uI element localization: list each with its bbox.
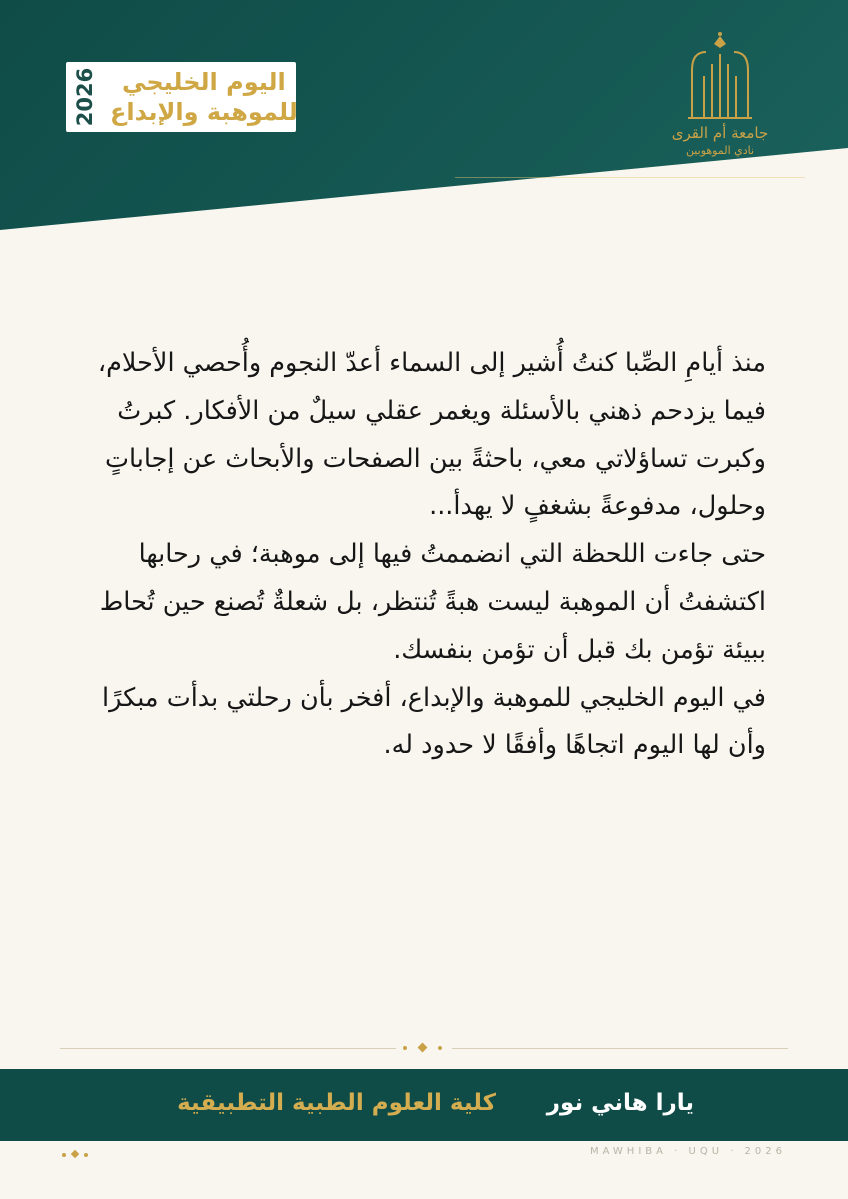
divider-rule-left: [60, 1048, 396, 1049]
badge-title-line1: اليوم الخليجي: [122, 68, 286, 96]
badge-title-line2: للموهبة والإبداع: [110, 98, 298, 126]
divider-rule-right: [452, 1048, 788, 1049]
ornament-diamond-icon: [71, 1150, 79, 1158]
testimonial-text: [80, 340, 766, 770]
club-name: نادي الموهوبين: [685, 144, 755, 157]
paragraph-3: في اليوم الخليجي للموهبة والإبداع، أفخر بأن رحلتي بدأت مبكرًا وأن لها اليوم اتجاهًا وأفقًا لا حدود له.: [102, 682, 766, 761]
paragraph-2: حتى جاءت اللحظة التي انضممتُ فيها إلى موهبة؛ في رحابها اكتشفتُ أن الموهبة ليست هبةً تُنتظر، بل شعلةٌ تُصنع حين تُحاط ببيئة تؤمن بك قبل أن تؤمن بنفسك.: [99, 539, 766, 665]
university-logo: [650, 30, 790, 160]
footer-band: [0, 1069, 848, 1141]
footer-tagline: MAWHIBA · UQU · 2026: [589, 1146, 786, 1157]
event-logo-badge: [66, 62, 296, 132]
ornament-divider: [60, 1042, 788, 1054]
paragraph-1: منذ أيامِ الصِّبا كنتُ أُشير إلى السماء أعدّ النجوم وأُحصي الأحلام، فيما يزدحم ذهني بالأسئلة ويغمر عقلي سيلٌ من الأفكار. كبرتُ وكبرت تساؤلاتي معي، باحثةً بين الصفحات والأبحاث عن إجاباتٍ وحلول، مدفوعةً بشغفٍ لا يهدأ...: [97, 348, 766, 522]
university-emblem-icon: [684, 30, 756, 122]
college-name: كلية العلوم الطبية التطبيقية: [177, 1090, 496, 1116]
divider-dot: [403, 1046, 407, 1050]
divider-diamond-icon: [418, 1043, 428, 1053]
header-divider: [455, 177, 805, 178]
university-name: جامعة أم القرى: [671, 124, 769, 142]
footer-ornament: [62, 1150, 132, 1160]
badge-title: [104, 67, 304, 127]
badge-year: 2026: [73, 67, 98, 127]
badge-year-box: [66, 62, 104, 132]
student-name: يارا هاني نور: [546, 1090, 694, 1116]
divider-dot: [438, 1046, 442, 1050]
ornament-dot: [62, 1153, 66, 1157]
ornament-dot: [84, 1153, 88, 1157]
